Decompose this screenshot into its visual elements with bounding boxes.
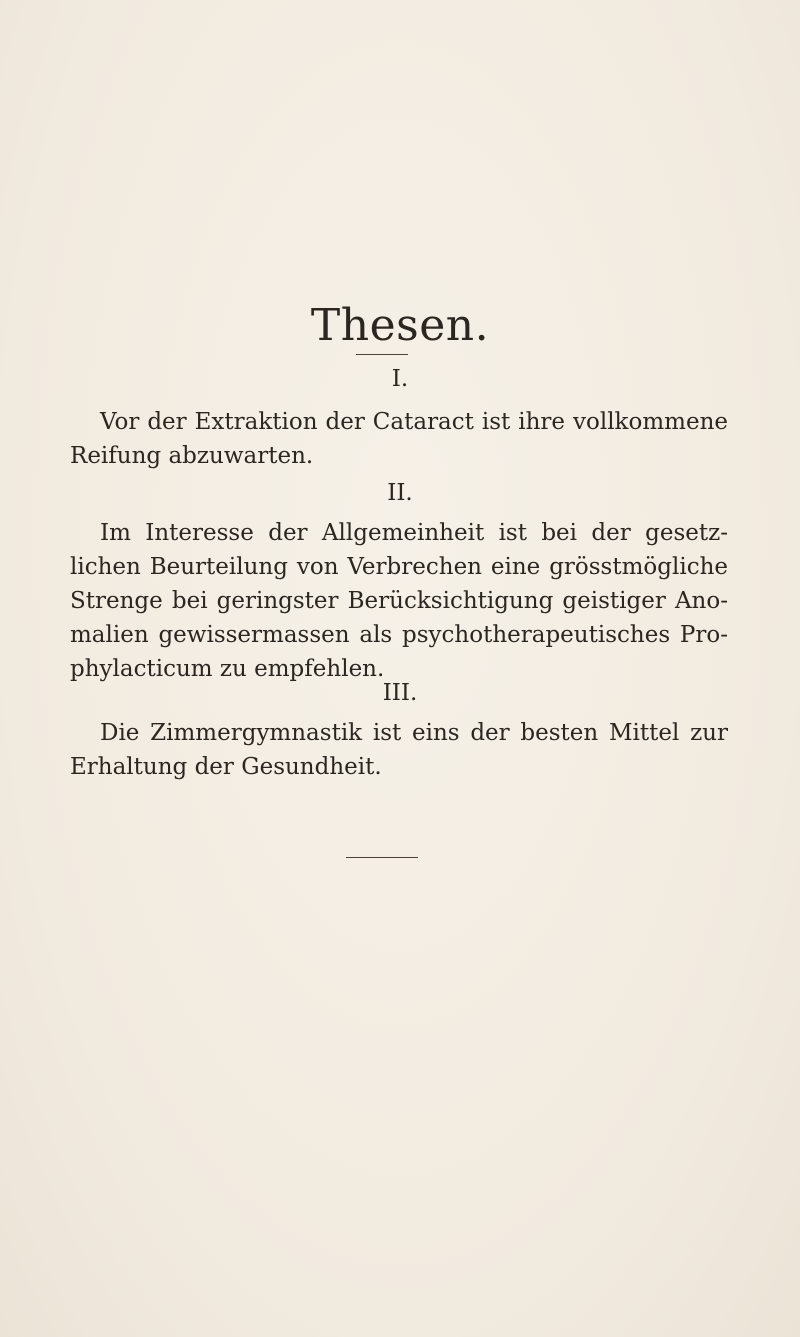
thesis-text-3: Die Zimmergymnastik ist eins der besten Mittel zur Erhaltung der Gesundheit. xyxy=(70,720,728,780)
thesis-numeral-3: III. xyxy=(382,680,418,706)
thesis-text-1: Vor der Extraktion der Cataract ist ihre vollkommene Reifung abzuwarten. xyxy=(70,409,728,469)
thesis-numeral-2: II. xyxy=(387,480,413,506)
page-title: Thesen. xyxy=(310,300,490,351)
thesis-text-2: Im Interesse der Allgemeinheit ist bei der gesetzlichen Beurteilung von Verbrechen eine grösstmögliche Strenge bei geringster Berücksichtigung geistiger Anomalien gewissermassen als psychotherapeutisches Prophylacticum zu empfehlen. xyxy=(70,520,728,682)
closing-divider xyxy=(346,857,418,858)
thesis-numeral-1: I. xyxy=(391,366,409,392)
title-divider xyxy=(356,354,408,355)
